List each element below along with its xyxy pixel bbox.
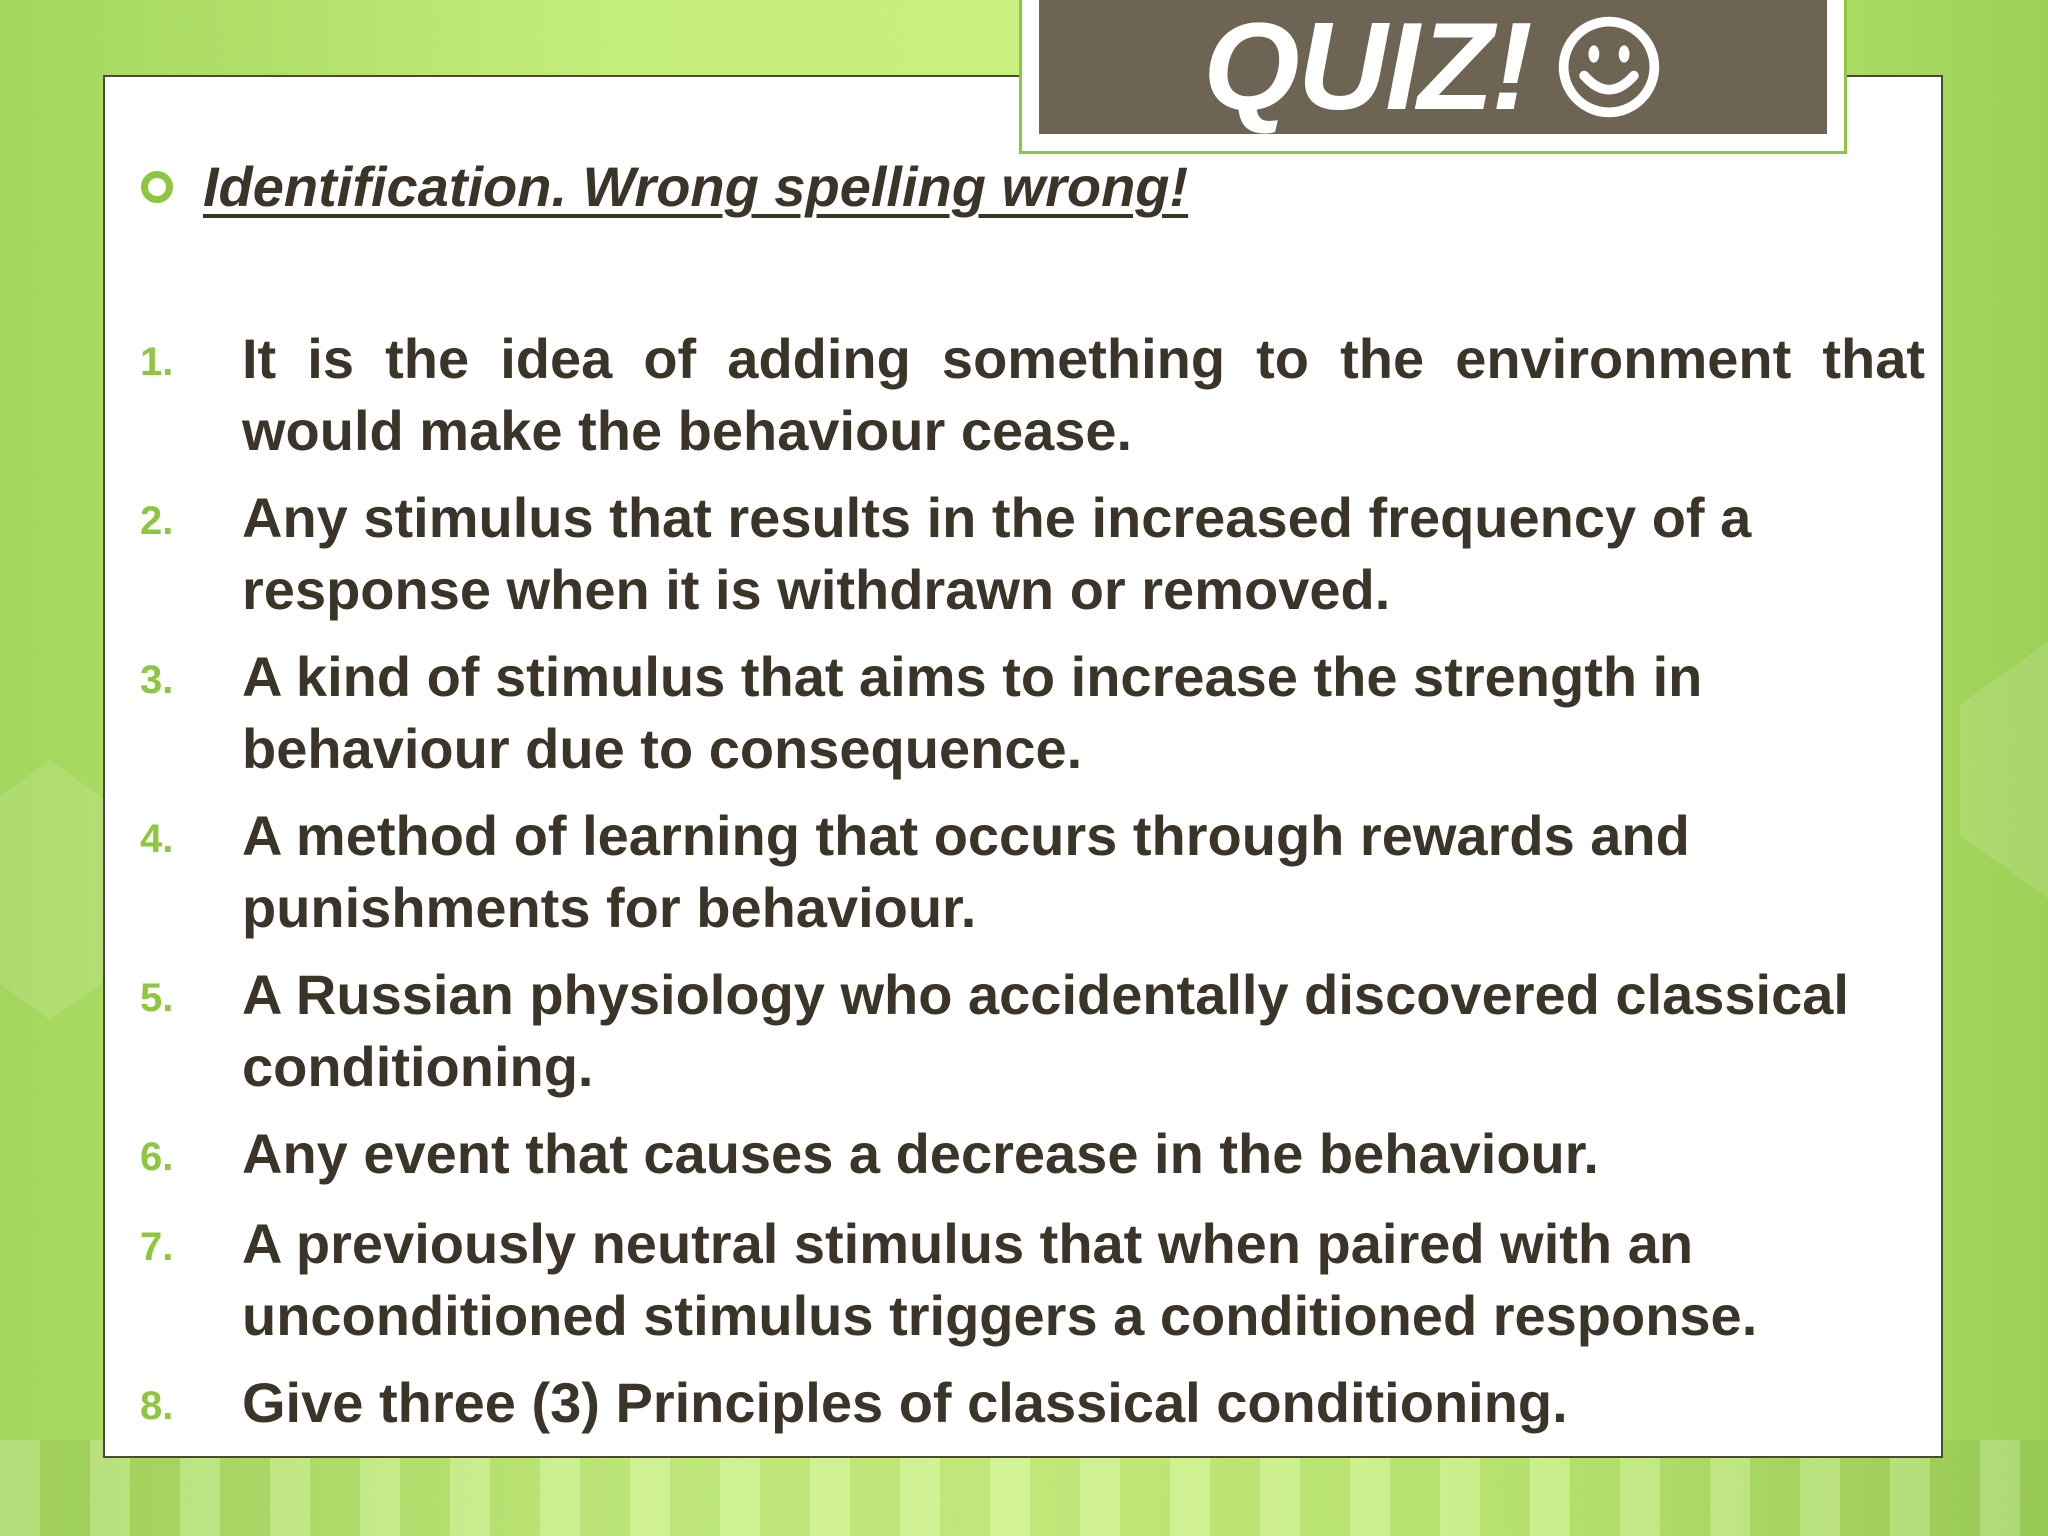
- question-item: [140, 1118, 1925, 1193]
- smiley-icon: [1555, 13, 1663, 121]
- question-item: [140, 482, 1925, 626]
- question-number: 2.: [140, 499, 174, 543]
- question-list: [140, 323, 1925, 1457]
- bullet-icon: [141, 171, 173, 203]
- section-heading: Identification. Wrong spelling wrong!: [203, 155, 1189, 218]
- question-item: [140, 800, 1925, 944]
- question-number: 7.: [140, 1225, 174, 1269]
- question-item: [140, 323, 1925, 467]
- question-text: Any event that causes a decrease in the behaviour.: [242, 1122, 1599, 1185]
- title-box: [1039, 0, 1827, 134]
- question-text: Give three (3) Principles of classical conditioning.: [242, 1371, 1568, 1434]
- slide-title: QUIZ!: [1203, 5, 1663, 129]
- question-text: A kind of stimulus that aims to increase the strength in behaviour due to consequence.: [242, 645, 1703, 780]
- question-number: 1.: [140, 340, 174, 384]
- question-text: Any stimulus that results in the increased frequency of a response when it is withdrawn or removed.: [242, 486, 1752, 621]
- question-item: [140, 1208, 1925, 1352]
- question-number: 5.: [140, 976, 174, 1020]
- question-text: A method of learning that occurs through rewards and punishments for behaviour.: [242, 804, 1690, 939]
- question-text: It is the idea of adding something to the environment that would make the behaviour cease.: [242, 327, 1925, 462]
- background-hexagon: [1960, 640, 2048, 900]
- question-number: 4.: [140, 817, 174, 861]
- question-number: 3.: [140, 658, 174, 702]
- question-number: 8.: [140, 1384, 174, 1428]
- heading-row: [141, 154, 1188, 219]
- question-item: [140, 641, 1925, 785]
- question-number: 6.: [140, 1135, 174, 1179]
- question-item: [140, 959, 1925, 1103]
- question-text: A previously neutral stimulus that when paired with an unconditioned stimulus triggers a conditioned response.: [242, 1212, 1758, 1347]
- question-text: A Russian physiology who accidentally discovered classical conditioning.: [242, 963, 1849, 1098]
- question-item: [140, 1367, 1925, 1442]
